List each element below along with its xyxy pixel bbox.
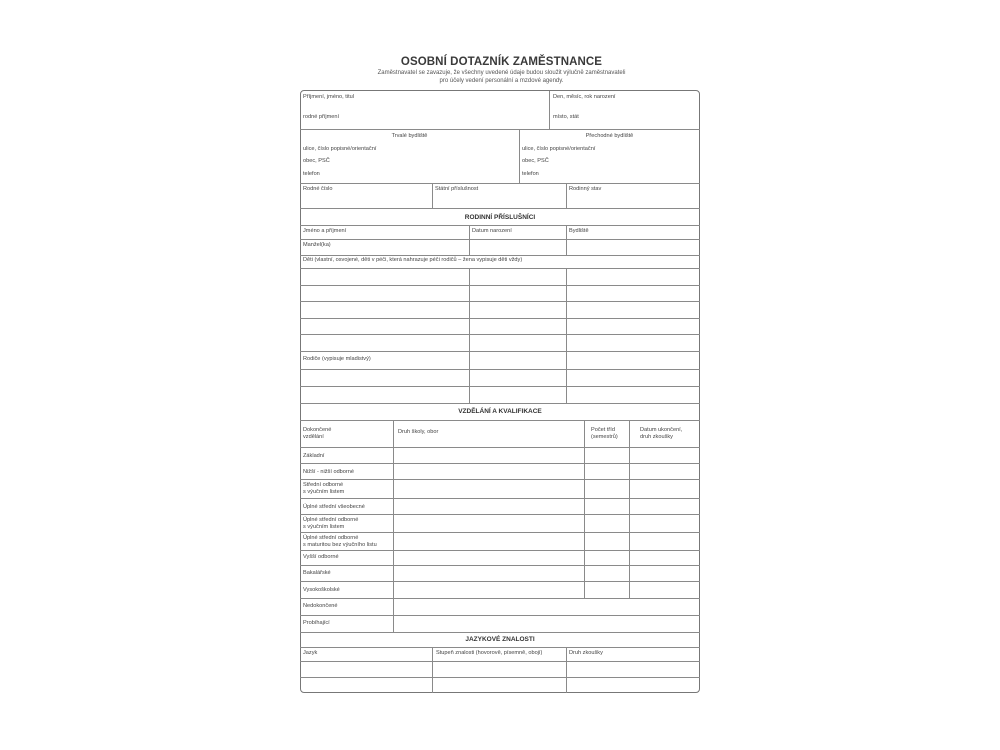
form-subtitle-line1: Zaměstnavatel se zavazuje, že všechny uvedené údaje budou sloužit výlučně zaměstnavateli [377,70,626,76]
label-citizenship: Státní příslušnost [435,186,479,192]
edu-row-stredni-1: Střední odborné [303,482,344,488]
label-family-dob: Datum narození [472,228,512,234]
label-family-residence: Bydliště [569,228,589,234]
label-perm-street: ulice, číslo popisné/orientační [303,146,377,152]
grid-line-horizontal [300,479,700,480]
label-edu-finish-1: Datum ukončení, [640,427,683,433]
grid-line-horizontal [300,632,700,633]
grid-line-horizontal [300,239,700,240]
edu-row-uplne-vyucni-1: Úplné střední odborné [303,517,359,523]
grid-line-horizontal [300,420,700,421]
edu-row-zakladni: Základní [303,453,325,459]
grid-line-horizontal [300,550,700,551]
grid-line-horizontal [300,351,700,352]
edu-row-uplne-vseob: Úplné střední všeobecné [303,504,365,510]
label-temporary-address: Přechodné bydliště [585,133,634,139]
form-title: OSOBNÍ DOTAZNÍK ZAMĚSTNANCE [400,56,603,68]
label-permanent-address: Trvalé bydliště [391,133,428,139]
label-edu-completed-1: Dokončené [303,427,332,433]
label-edu-school: Druh školy, obor [398,429,439,435]
edu-row-uplne-matur-2: s maturitou bez výučního listu [303,542,377,548]
grid-line-vertical [469,225,470,255]
grid-line-vertical [432,647,433,693]
grid-line-horizontal [300,301,700,302]
form-subtitle-line2: pro účely vedení personální a mzdové agendy. [439,78,564,84]
grid-line-horizontal [300,208,700,209]
label-marital-status: Rodinný stav [569,186,602,192]
edu-row-stredni-2: s výučním listem [303,489,345,495]
label-birth-surname: rodné příjmení [303,114,340,120]
label-language-exam: Druh zkoušky [569,650,603,656]
label-edu-classes-2: (semestrů) [591,434,618,440]
grid-line-vertical [393,420,394,632]
edu-row-probihajici: Probíhající [303,620,330,626]
section-heading-languages: JAZYKOVÉ ZNALOSTI [465,636,535,643]
grid-line-vertical [566,268,567,403]
edu-row-vyssi: Vyšší odborné [303,554,339,560]
grid-line-horizontal [300,514,700,515]
section-heading-family: RODINNÍ PŘÍSLUŠNÍCI [464,214,536,221]
label-language-level: Stupeň znalosti (hovorově, písemně, obojí) [436,650,543,656]
label-edu-completed-2: vzdělání [303,434,324,440]
grid-line-horizontal [300,615,700,616]
label-birth-place: místo, stát [553,114,579,120]
label-temp-city: obec, PSČ [522,158,549,164]
grid-line-horizontal [300,498,700,499]
label-language: Jazyk [303,650,318,656]
edu-row-nizsi: Nižší - nižší odborné [303,469,354,475]
grid-line-vertical [469,268,470,403]
grid-line-horizontal [300,334,700,335]
label-birth-number: Rodné číslo [303,186,333,192]
label-perm-phone: telefon [303,171,320,177]
grid-line-horizontal [300,183,700,184]
label-edu-finish-2: druh zkoušky [640,434,673,440]
grid-line-horizontal [300,565,700,566]
edu-row-uplne-matur-1: Úplné střední odborné [303,535,359,541]
grid-line-horizontal [300,677,700,678]
grid-line-vertical [566,183,567,208]
grid-line-vertical [566,225,567,255]
section-heading-education: VZDĚLÁNÍ A KVALIFIKACE [458,408,542,415]
grid-line-horizontal [300,225,700,226]
grid-line-vertical [432,183,433,208]
grid-line-horizontal [300,463,700,464]
label-family-name: Jméno a příjmení [303,228,347,234]
grid-line-horizontal [300,318,700,319]
label-edu-classes-1: Počet tříd [591,427,615,433]
label-temp-phone: telefon [522,171,539,177]
grid-line-horizontal [300,647,700,648]
edu-row-bakalarske: Bakalářské [303,570,331,576]
label-temp-street: ulice, číslo popisné/orientační [522,146,596,152]
form-table [300,90,700,693]
edu-row-nedokoncene: Nedokončené [303,603,338,609]
grid-line-horizontal [300,285,700,286]
grid-line-horizontal [300,532,700,533]
label-birth-date: Den, měsíc, rok narození [553,94,616,100]
grid-line-horizontal [300,447,700,448]
grid-line-horizontal [300,129,700,130]
grid-line-horizontal [300,598,700,599]
grid-line-horizontal [300,661,700,662]
label-surname-name-title: Příjmení, jméno, titul [303,94,354,100]
label-perm-city: obec, PSČ [303,158,330,164]
edu-row-uplne-vyucni-2: s výučním listem [303,524,345,530]
grid-line-vertical [549,91,550,129]
grid-line-horizontal [300,369,700,370]
label-children: Děti (vlastní, osvojené, děti v péči, která nahrazuje péči rodičů – žena vypisuje děti vždy) [303,257,523,263]
label-spouse: Manžel(ka) [303,242,331,248]
grid-line-horizontal [300,403,700,404]
grid-line-horizontal [300,581,700,582]
grid-line-horizontal [300,255,700,256]
label-parents: Rodiče (vypisuje mladistvý) [303,356,371,362]
grid-line-horizontal [300,268,700,269]
grid-line-vertical [566,647,567,693]
grid-line-horizontal [300,386,700,387]
edu-row-vysokoskolske: Vysokoškolské [303,587,340,593]
